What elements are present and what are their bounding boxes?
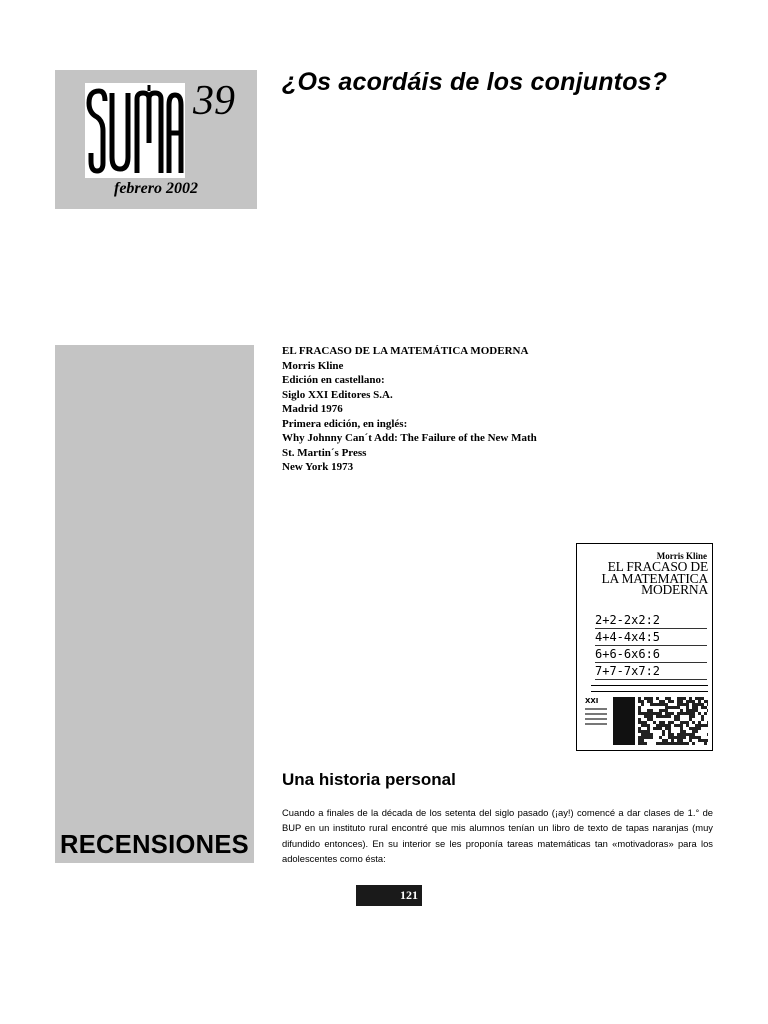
pattern-cell bbox=[638, 718, 641, 721]
pattern-cell bbox=[671, 736, 674, 739]
pattern-cell bbox=[659, 724, 662, 727]
pattern-cell bbox=[638, 709, 641, 712]
pattern-cell bbox=[665, 742, 668, 745]
pattern-cell bbox=[698, 703, 701, 706]
pattern-cell bbox=[704, 700, 707, 703]
pattern-cell bbox=[689, 712, 692, 715]
pattern-cell bbox=[644, 730, 647, 733]
pattern-cell bbox=[698, 712, 701, 715]
pattern-cell bbox=[662, 733, 665, 736]
pattern-cell bbox=[659, 736, 662, 739]
pattern-cell bbox=[641, 742, 644, 745]
pattern-cell bbox=[677, 742, 680, 745]
pattern-cell bbox=[671, 700, 674, 703]
pattern-cell bbox=[656, 724, 659, 727]
journal-masthead bbox=[55, 70, 257, 209]
pattern-cell bbox=[638, 712, 641, 715]
pattern-cell bbox=[662, 742, 665, 745]
pattern-cell bbox=[668, 700, 671, 703]
pattern-cell bbox=[647, 736, 650, 739]
pattern-cell bbox=[683, 730, 686, 733]
cover-rule bbox=[591, 685, 708, 686]
biblio-line: Madrid 1976 bbox=[282, 403, 343, 415]
pattern-cell bbox=[695, 736, 698, 739]
pattern-cell bbox=[668, 724, 671, 727]
pattern-cell bbox=[653, 712, 656, 715]
pattern-cell bbox=[707, 721, 708, 724]
pattern-cell bbox=[707, 733, 708, 736]
pattern-cell bbox=[659, 712, 662, 715]
pattern-cell bbox=[698, 721, 701, 724]
pattern-cell bbox=[680, 703, 683, 706]
pattern-cell bbox=[692, 721, 695, 724]
biblio-line: New York 1973 bbox=[282, 461, 354, 473]
pattern-cell bbox=[692, 715, 695, 718]
pattern-cell bbox=[641, 730, 644, 733]
pattern-cell bbox=[677, 736, 680, 739]
pattern-cell bbox=[704, 724, 707, 727]
pattern-cell bbox=[662, 724, 665, 727]
pattern-cell bbox=[677, 700, 680, 703]
pattern-cell bbox=[680, 721, 683, 724]
pattern-cell bbox=[695, 727, 698, 730]
pattern-cell bbox=[638, 700, 641, 703]
pattern-cell bbox=[647, 712, 650, 715]
cover-title-line: EL FRACASO DE bbox=[607, 559, 708, 574]
pattern-cell bbox=[641, 700, 644, 703]
cover-author: Morris Kline bbox=[656, 551, 707, 561]
pattern-cell bbox=[686, 700, 689, 703]
section-subheading: Una historia personal bbox=[282, 770, 456, 789]
biblio-line: Siglo XXI Editores S.A. bbox=[282, 388, 393, 401]
pattern-cell bbox=[704, 712, 707, 715]
pattern-cell bbox=[638, 736, 641, 739]
pattern-cell bbox=[680, 742, 683, 745]
pattern-cell bbox=[692, 727, 695, 730]
pattern-cell bbox=[638, 730, 641, 733]
pattern-cell bbox=[647, 733, 650, 736]
page-number: 121 bbox=[356, 885, 422, 906]
pattern-cell bbox=[674, 718, 677, 721]
pattern-cell bbox=[680, 709, 683, 712]
pattern-cell bbox=[671, 742, 674, 745]
pattern-cell bbox=[674, 736, 677, 739]
pattern-cell bbox=[677, 739, 680, 742]
pattern-cell bbox=[704, 706, 707, 709]
biblio-line: Primera edición, en inglés: bbox=[282, 417, 408, 430]
pattern-cell bbox=[680, 736, 683, 739]
pattern-cell bbox=[686, 709, 689, 712]
cover-handwritten-sums bbox=[595, 612, 707, 680]
pattern-cell bbox=[683, 712, 686, 715]
pattern-cell bbox=[677, 697, 680, 700]
publisher-logo: XXI bbox=[585, 697, 599, 705]
pattern-cell bbox=[662, 703, 665, 706]
cover-text-line bbox=[585, 723, 607, 725]
pattern-cell bbox=[647, 709, 650, 712]
suma-logo bbox=[85, 83, 185, 178]
cover-black-block bbox=[613, 697, 635, 745]
pattern-cell bbox=[695, 709, 698, 712]
pattern-cell bbox=[674, 724, 677, 727]
pattern-cell bbox=[653, 727, 656, 730]
pattern-cell bbox=[698, 697, 701, 700]
pattern-cell bbox=[707, 724, 708, 727]
pattern-cell bbox=[638, 739, 641, 742]
pattern-cell bbox=[701, 706, 704, 709]
pattern-cell bbox=[653, 721, 656, 724]
pattern-cell bbox=[662, 715, 665, 718]
pattern-cell bbox=[674, 715, 677, 718]
pattern-cell bbox=[680, 697, 683, 700]
pattern-cell bbox=[683, 742, 686, 745]
pattern-cell bbox=[692, 733, 695, 736]
pattern-cell bbox=[701, 724, 704, 727]
pattern-cell bbox=[656, 703, 659, 706]
pattern-cell bbox=[650, 709, 653, 712]
pattern-cell bbox=[668, 733, 671, 736]
article-title: ¿Os acordáis de los conjuntos? bbox=[282, 68, 668, 96]
pattern-cell bbox=[644, 724, 647, 727]
pattern-cell bbox=[686, 703, 689, 706]
pattern-cell bbox=[689, 709, 692, 712]
pattern-cell bbox=[671, 712, 674, 715]
pattern-cell bbox=[692, 742, 695, 745]
pattern-cell bbox=[707, 700, 708, 703]
pattern-cell bbox=[641, 736, 644, 739]
pattern-cell bbox=[674, 742, 677, 745]
pattern-cell bbox=[668, 706, 671, 709]
pattern-cell bbox=[695, 706, 698, 709]
biblio-line: Edición en castellano: bbox=[282, 374, 385, 386]
pattern-cell bbox=[656, 727, 659, 730]
pattern-cell bbox=[707, 709, 708, 712]
pattern-cell bbox=[671, 739, 674, 742]
pattern-cell bbox=[692, 730, 695, 733]
pattern-cell bbox=[701, 739, 704, 742]
pattern-cell bbox=[638, 697, 641, 700]
pattern-cell bbox=[647, 727, 650, 730]
pattern-cell bbox=[683, 703, 686, 706]
pattern-cell bbox=[677, 724, 680, 727]
pattern-cell bbox=[680, 700, 683, 703]
pattern-cell bbox=[662, 700, 665, 703]
pattern-cell bbox=[701, 718, 704, 721]
pattern-cell bbox=[680, 724, 683, 727]
pattern-cell bbox=[674, 706, 677, 709]
pattern-cell bbox=[659, 721, 662, 724]
pattern-cell bbox=[662, 739, 665, 742]
pattern-cell bbox=[644, 697, 647, 700]
pattern-cell bbox=[695, 697, 698, 700]
cover-text-line bbox=[585, 713, 607, 715]
pattern-cell bbox=[668, 697, 671, 700]
pattern-cell bbox=[641, 739, 644, 742]
pattern-cell bbox=[692, 736, 695, 739]
pattern-cell bbox=[638, 721, 641, 724]
pattern-cell bbox=[704, 739, 707, 742]
pattern-cell bbox=[668, 730, 671, 733]
pattern-cell bbox=[656, 712, 659, 715]
pattern-cell bbox=[647, 730, 650, 733]
pattern-cell bbox=[668, 742, 671, 745]
cover-sum-line: 4+4-4x4:5 bbox=[595, 629, 707, 646]
cover-title bbox=[581, 561, 708, 596]
pattern-cell bbox=[644, 742, 647, 745]
cover-title-line: LA MATEMATICA bbox=[601, 570, 708, 586]
pattern-cell bbox=[698, 700, 701, 703]
pattern-cell bbox=[686, 724, 689, 727]
pattern-cell bbox=[668, 721, 671, 724]
pattern-cell bbox=[665, 739, 668, 742]
pattern-cell bbox=[662, 721, 665, 724]
pattern-cell bbox=[701, 697, 704, 700]
pattern-cell bbox=[641, 703, 644, 706]
pattern-cell bbox=[665, 703, 668, 706]
cover-sum-line: 7+7-7x7:2 bbox=[595, 663, 707, 680]
pattern-cell bbox=[641, 733, 644, 736]
pattern-cell bbox=[689, 715, 692, 718]
pattern-cell bbox=[644, 712, 647, 715]
pattern-cell bbox=[680, 733, 683, 736]
pattern-cell bbox=[692, 712, 695, 715]
cover-text-line bbox=[585, 718, 607, 720]
book-cover-image bbox=[576, 543, 713, 751]
pattern-cell bbox=[701, 703, 704, 706]
pattern-cell bbox=[656, 715, 659, 718]
pattern-cell bbox=[668, 736, 671, 739]
pattern-cell bbox=[677, 715, 680, 718]
pattern-cell bbox=[650, 697, 653, 700]
pattern-cell bbox=[641, 712, 644, 715]
pattern-cell bbox=[680, 712, 683, 715]
cover-publisher-mark bbox=[585, 697, 611, 745]
suma-logo-graphic bbox=[85, 83, 185, 178]
pattern-cell bbox=[638, 727, 641, 730]
pattern-cell bbox=[641, 721, 644, 724]
pattern-cell bbox=[659, 715, 662, 718]
pattern-cell bbox=[668, 712, 671, 715]
pattern-cell bbox=[665, 709, 668, 712]
pattern-cell bbox=[650, 718, 653, 721]
pattern-cell bbox=[671, 721, 674, 724]
pattern-cell bbox=[689, 718, 692, 721]
cover-rule bbox=[591, 691, 708, 692]
pattern-cell bbox=[698, 739, 701, 742]
pattern-cell bbox=[686, 742, 689, 745]
pattern-cell bbox=[659, 703, 662, 706]
pattern-cell bbox=[689, 697, 692, 700]
biblio-line: Morris Kline bbox=[282, 359, 344, 372]
pattern-cell bbox=[665, 727, 668, 730]
pattern-cell bbox=[680, 727, 683, 730]
pattern-cell bbox=[647, 700, 650, 703]
pattern-cell bbox=[698, 724, 701, 727]
pattern-cell bbox=[665, 697, 668, 700]
pattern-cell bbox=[686, 712, 689, 715]
cover-sum-line: 6+6-6x6:6 bbox=[595, 646, 707, 663]
pattern-cell bbox=[644, 733, 647, 736]
pattern-cell bbox=[683, 721, 686, 724]
pattern-cell bbox=[662, 730, 665, 733]
pattern-cell bbox=[683, 736, 686, 739]
pattern-cell bbox=[659, 742, 662, 745]
pattern-cell bbox=[686, 706, 689, 709]
pattern-cell bbox=[683, 697, 686, 700]
pattern-cell bbox=[644, 736, 647, 739]
pattern-cell bbox=[701, 715, 704, 718]
pattern-cell bbox=[695, 703, 698, 706]
bibliographic-info bbox=[282, 344, 702, 475]
pattern-cell bbox=[707, 739, 708, 742]
pattern-cell bbox=[644, 721, 647, 724]
pattern-cell bbox=[689, 700, 692, 703]
pattern-cell bbox=[707, 703, 708, 706]
pattern-cell bbox=[680, 739, 683, 742]
pattern-cell bbox=[686, 721, 689, 724]
pattern-cell bbox=[650, 733, 653, 736]
pattern-cell bbox=[647, 715, 650, 718]
pattern-cell bbox=[692, 706, 695, 709]
pattern-cell bbox=[698, 727, 701, 730]
pattern-cell bbox=[647, 724, 650, 727]
pattern-cell bbox=[692, 709, 695, 712]
pattern-cell bbox=[683, 733, 686, 736]
pattern-cell bbox=[638, 742, 641, 745]
pattern-cell bbox=[692, 703, 695, 706]
pattern-cell bbox=[689, 739, 692, 742]
pattern-cell bbox=[665, 706, 668, 709]
section-sidebar bbox=[55, 345, 254, 863]
pattern-cell bbox=[677, 703, 680, 706]
pattern-cell bbox=[671, 706, 674, 709]
pattern-cell bbox=[650, 712, 653, 715]
section-label: RECENSIONES bbox=[60, 831, 249, 859]
pattern-cell bbox=[659, 709, 662, 712]
cover-title-line: MODERNA bbox=[641, 582, 708, 597]
pattern-cell bbox=[677, 718, 680, 721]
pattern-cell bbox=[644, 715, 647, 718]
pattern-cell bbox=[662, 709, 665, 712]
biblio-line: Why Johnny Can´t Add: The Failure of the New Math bbox=[282, 432, 537, 444]
biblio-line: EL FRACASO DE LA MATEMÁTICA MODERNA bbox=[282, 345, 529, 357]
pattern-cell bbox=[686, 733, 689, 736]
pattern-cell bbox=[650, 715, 653, 718]
pattern-cell bbox=[647, 718, 650, 721]
pattern-cell bbox=[692, 700, 695, 703]
pattern-cell bbox=[695, 730, 698, 733]
pattern-cell bbox=[704, 742, 707, 745]
pattern-cell bbox=[680, 730, 683, 733]
pattern-cell bbox=[689, 733, 692, 736]
cover-sum-line: 2+2-2x2:2 bbox=[595, 612, 707, 629]
pattern-cell bbox=[656, 742, 659, 745]
pattern-cell bbox=[668, 715, 671, 718]
pattern-cell bbox=[665, 724, 668, 727]
pattern-cell bbox=[653, 703, 656, 706]
pattern-cell bbox=[671, 733, 674, 736]
pattern-cell bbox=[647, 697, 650, 700]
pattern-cell bbox=[695, 724, 698, 727]
pattern-cell bbox=[689, 727, 692, 730]
pattern-cell bbox=[677, 733, 680, 736]
pattern-cell bbox=[665, 712, 668, 715]
pattern-cell bbox=[698, 736, 701, 739]
pattern-cell bbox=[638, 706, 641, 709]
cover-text-line bbox=[585, 708, 607, 710]
cover-pattern-graphic bbox=[638, 697, 708, 745]
issue-date: febrero 2002 bbox=[114, 180, 198, 197]
pattern-cell bbox=[689, 736, 692, 739]
pattern-cell bbox=[668, 727, 671, 730]
pattern-cell bbox=[659, 727, 662, 730]
body-paragraph: Cuando a finales de la década de los setenta del siglo pasado (¡ay!) comencé a dar clases de 1.° de BUP en un instituto rural encontré que mis alumnos tenían un libro de texto de tapas naranjas (muy difundido entonces). En su interior se les proponía tareas matemáticas tan «motivadoras» para los adolescentes como ésta: bbox=[282, 807, 713, 864]
pattern-cell bbox=[656, 697, 659, 700]
pattern-cell bbox=[650, 736, 653, 739]
pattern-cell bbox=[641, 724, 644, 727]
pattern-cell bbox=[650, 703, 653, 706]
pattern-cell bbox=[659, 700, 662, 703]
pattern-cell bbox=[665, 715, 668, 718]
pattern-cell bbox=[677, 706, 680, 709]
pattern-cell bbox=[677, 712, 680, 715]
issue-number: 39 bbox=[193, 78, 235, 124]
biblio-line: St. Martin´s Press bbox=[282, 446, 367, 459]
pattern-cell bbox=[650, 700, 653, 703]
